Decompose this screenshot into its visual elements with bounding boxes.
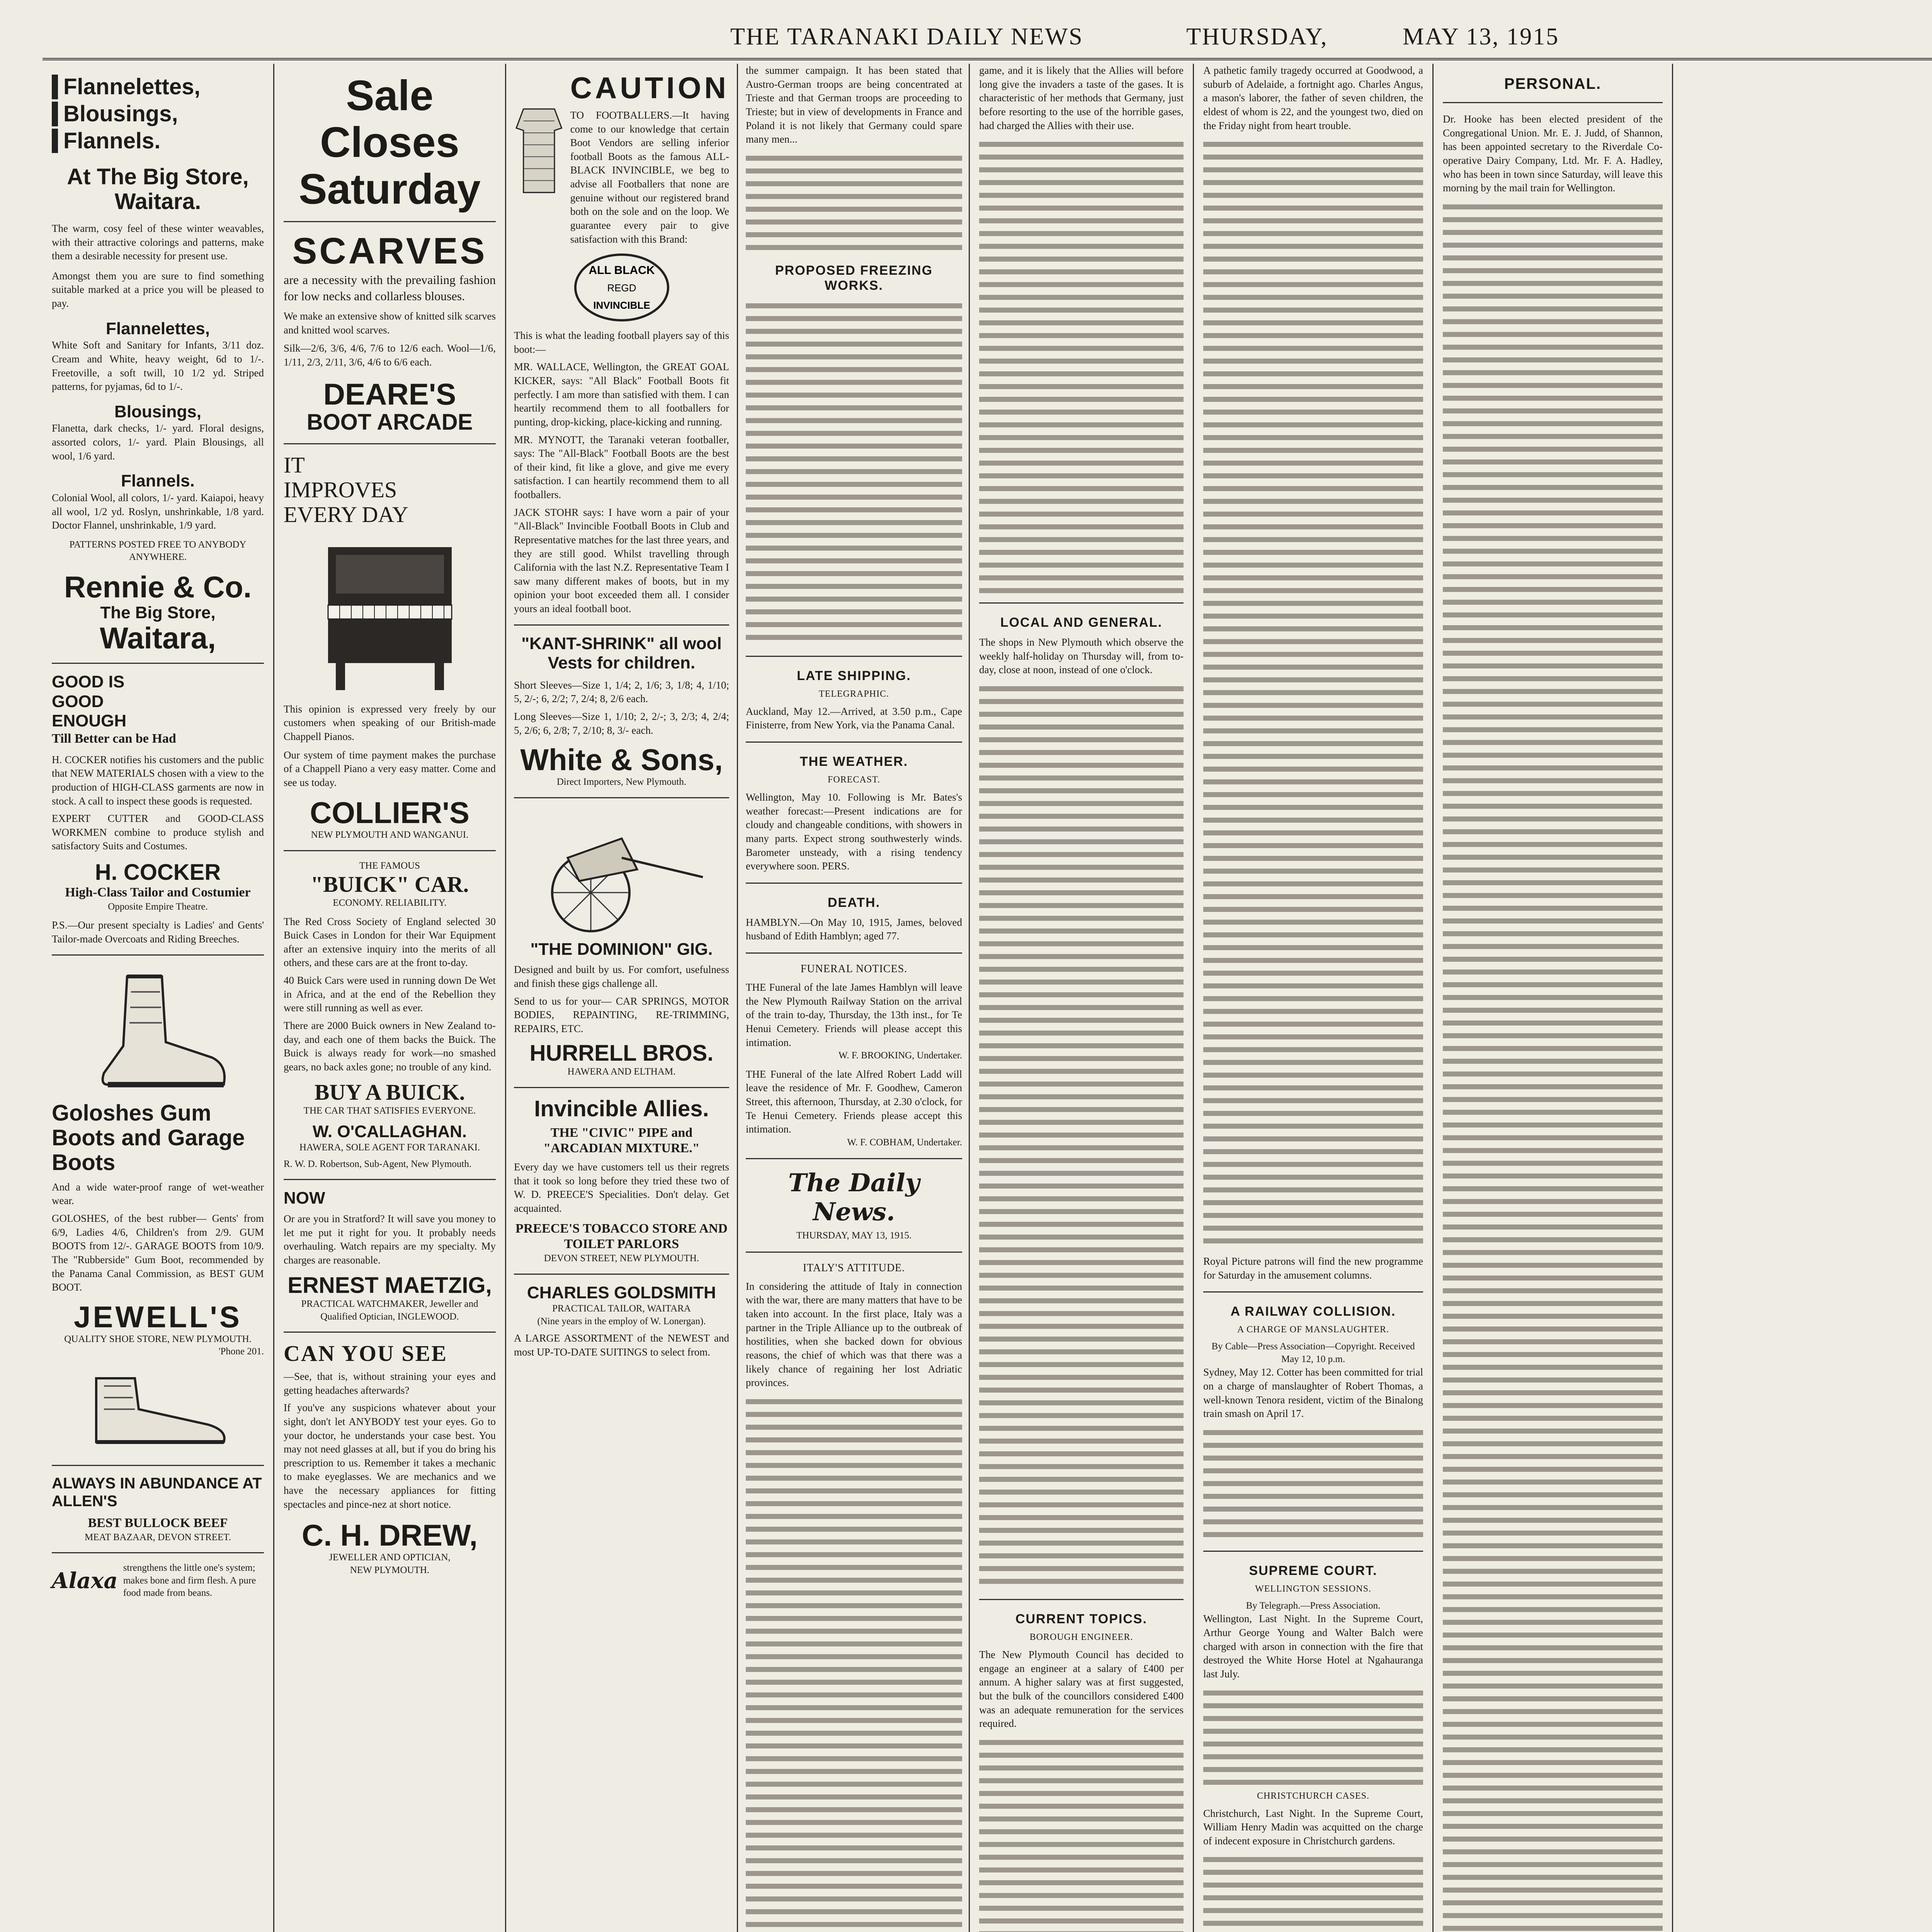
undertaker: W. F. COBHAM, Undertaker. [847, 1137, 962, 1148]
ad-text: This is what the leading football players say of this boot:— [514, 330, 729, 355]
buick-cta: BUY A BUICK. [314, 1080, 465, 1105]
ad-text: A LARGE ASSORTMENT of the NEWEST and most UP-TO-DATE SUITINGS to select from. [514, 1332, 729, 1358]
section-heading-shipping: LATE SHIPPING. [797, 668, 911, 683]
article-text: A pathetic family tragedy occurred at Goodwood, a suburb of Adelaide, a fortnight ago. Charles Angus, a mason's laborer, the father of seven children, the eldest of whom is 22, and the youngest two, died on the Friday night from heart trouble. [1203, 65, 1423, 131]
scarves-ad [284, 222, 496, 444]
goldsmith-ad [514, 1275, 729, 1368]
ad-heading: Blousings, [52, 102, 264, 126]
section-heading: Blousings, [114, 402, 201, 421]
boot-illustration-icon [85, 969, 231, 1096]
column-3 [506, 64, 970, 1932]
article-text: In considering the attitude of Italy in connection with the war, there are many matters that have to be taken into account. In the first place, Italy was a partner in the Triple Alliance up to the outbreak of hostilities, when she backed down for obvious reasons, the chief of which was that there was a likely chance of regaining her lost Adriatic provinces. [746, 1280, 962, 1389]
article-text: Wellington, May 10. Following is Mr. Bates's weather forecast:—Present indications are for cloudy and changeable conditions, with showers in many parts. Expect strong southwesterly winds. Barometer unsteady, with a rising tendency everywhere soon. PERS. [746, 791, 962, 872]
price-list: Long Sleeves—Size 1, 1/10; 2, 2/-; 3, 2/3; 4, 2/4; 5, 2/6; 6, 2/8; 7, 2/10; 8, 3/- each. [514, 711, 729, 736]
ad-subheading: BEST BULLOCK BEEF [88, 1515, 228, 1530]
ad-text: If you've any suspicions whatever about your sight, don't let ANYBODY test your eyes. Go to your doctor, he understands your case best. You may not need glasses at all, but if you do bring his prescription to us. Remember it takes a mechanic to make eyeglasses. We are mechanics and we have the necessary appliances for fitting spectacles and pince-nez at short notice. [284, 1402, 496, 1510]
article-text: Royal Picture patrons will find the new programme for Saturday in the amusement columns. [1203, 1255, 1423, 1281]
article-body [746, 1395, 962, 1932]
buick-heading: "BUICK" CAR. [310, 872, 469, 897]
ad-text: —See, that is, without straining your eyes and getting headaches afterwards? [284, 1371, 496, 1396]
ad-text: Designed and built by us. For comfort, usefulness and finish these gigs challenge all. [514, 964, 729, 989]
ad-text: We make an extensive show of knitted silk scarves and knitted wool scarves. [284, 310, 496, 336]
ad-subheading: Till Better can be Had [52, 731, 176, 746]
drew-town: NEW PLYMOUTH. [350, 1565, 430, 1575]
article-continuation [746, 151, 962, 252]
alaxa-logo: Alaxa [52, 1568, 118, 1594]
white-sub: Direct Importers, New Plymouth. [556, 777, 687, 787]
section-heading-local: LOCAL AND GENERAL. [1000, 615, 1163, 630]
rennie-sub: The Big Store, [100, 603, 216, 622]
ad-address: MEAT BAZAAR, DEVON STREET. [85, 1532, 231, 1543]
column-7-margin [1673, 64, 1932, 1932]
article-text: The New Plymouth Council has decided to engage an engineer at a salary of £400 per annum. A higher salary was at first suggested, but the bulk of the councillors considered £400 was an adequate remuneration for the services required. [979, 1649, 1184, 1730]
ad-subheading: (Nine years in the employ of W. Lonergan). [537, 1316, 706, 1327]
section-heading-funeral: FUNERAL NOTICES. [800, 963, 908, 975]
article-body [1443, 200, 1663, 1932]
column-3-right [738, 64, 970, 1932]
ad-text: EXPERT CUTTER and GOOD-CLASS WORKMEN combine to produce stylish and satisfactory Suits and Costumes. [52, 813, 264, 852]
store-name: At The Big Store, Waitara. [67, 164, 249, 214]
hurrell-ad [514, 798, 729, 1088]
ad-heading: CHARLES GOLDSMITH [527, 1283, 716, 1302]
gig-heading: "THE DOMINION" GIG. [530, 939, 713, 959]
ad-text: Every day we have customers tell us their regrets that it took so long before they tried these two of W. D. PREECE'S Specialities. Don't delay. Get acquainted. [514, 1161, 729, 1214]
drew-sub: JEWELLER AND OPTICIAN, [329, 1552, 451, 1563]
sub-agent: R. W. D. Robertson, Sub-Agent, New Plymouth. [284, 1158, 472, 1169]
buick-ad [284, 851, 496, 1180]
allens-ad [52, 1466, 264, 1553]
white-logo: White & Sons, [520, 743, 723, 777]
article-body [1203, 1686, 1423, 1786]
caution-heading: CAUTION [570, 71, 729, 105]
article-body [746, 299, 962, 646]
section-subheading: A CHARGE OF MANSLAUGHTER. [1237, 1325, 1389, 1335]
ad-heading: Flannelettes, [52, 75, 264, 99]
article-text: Auckland, May 12.—Arrived, at 3.50 p.m., Cape Finisterre, from New York, via the Panama Canal. [746, 705, 962, 731]
ad-heading: GOOD IS GOOD ENOUGH [52, 672, 127, 731]
hurrell-name: HURRELL BROS. [529, 1041, 714, 1066]
section-subheading: CHRISTCHURCH CASES. [1257, 1791, 1370, 1801]
hurrell-sub: HAWERA AND ELTHAM. [567, 1066, 676, 1077]
flannelettes-ad [52, 64, 264, 664]
article-text: the summer campaign. It has been stated that Austro-German troops are being concentrated at Trieste and that German troops are proceeding to Trieste; but in view of developments in France and Poland it is not likely that Germany could spare many men... [746, 65, 962, 145]
buick-sub: ECONOMY. RELIABILITY. [333, 898, 447, 908]
article-body [1203, 1852, 1423, 1932]
alaxa-ad [52, 1553, 264, 1608]
editorial-masthead: The Daily News. [788, 1168, 920, 1227]
article-text: THE Funeral of the late Alfred Robert Ladd will leave the residence of Mr. F. Goodhew, Cameron Street, this afternoon, Thursday, at 2.30 o'clock, for Te Henui Cemetery. Friends please accept this intimation. [746, 1068, 962, 1135]
brand-badge-icon [571, 251, 672, 324]
price-list: GOLOSHES, of the best rubber— Gents' from 6/9, Ladies 4/6, Children's from 2/9. GUM BOOTS from 12/-. GARAGE BOOTS from 10/9. The "Rubberside" Gum Boot, recommended by the Panama Canal Commission, as BEST GUM BOOT. [52, 1213, 264, 1293]
ad-text: The Red Cross Society of England selected 30 Buick Cases in London for their War Equipment after an extensive inquiry into the merits of all others, and these cars are at the front to-day. [284, 915, 496, 969]
ad-heading: "KANT-SHRINK" all wool Vests for children. [521, 634, 722, 673]
article-heading: PROPOSED FREEZING WORKS. [775, 263, 933, 293]
drew-ad [284, 1333, 496, 1585]
article-text: Wellington, Last Night. In the Supreme Court, Arthur George Young and Walter Balch were charged with arson in connection with the fire that destroyed the White Horse Hotel at Ngahauranga last July. [1203, 1613, 1423, 1680]
price-list: Colonial Wool, all colors, 1/- yard. Kaiapoi, heavy all wool, 1/2 yd. Roslyn, unshrinkable, 1/8 yard. Doctor Flannel, unshrinkable, 1/9 yard. [52, 492, 264, 531]
buick-cta-sub: THE CAR THAT SATISFIES EVERYONE. [303, 1105, 476, 1116]
jewell-sub: QUALITY SHOE STORE, NEW PLYMOUTH. [64, 1333, 252, 1344]
masthead-day: THURSDAY, [1186, 24, 1328, 50]
article-text: game, and it is likely that the Allies will before long give the invaders a taste of the gases. It is characteristic of her methods that Germany, just before resorting to the use of the horrible gases, had charged the Allies with their use. [979, 65, 1184, 131]
price-list: Short Sleeves—Size 1, 1/4; 2, 1/6; 3, 1/8; 4, 1/10; 5, 2/-; 6, 2/2; 7, 2/4; 8, 2/6 each. [514, 679, 729, 705]
caution-ad [514, 64, 729, 626]
preece-ad [514, 1088, 729, 1275]
section-heading-death: DEATH. [827, 895, 881, 910]
preece-name: PREECE'S TOBACCO STORE AND TOILET PARLORS [515, 1221, 728, 1252]
ad-heading: IT IMPROVES EVERY DAY [284, 452, 408, 527]
preece-sub: DEVON STREET, NEW PLYMOUTH. [544, 1253, 699, 1264]
column-4 [970, 64, 1194, 1932]
ad-heading: Invincible Allies. [534, 1096, 709, 1121]
ad-heading: Goloshes Gum Boots and Garage Boots [52, 1100, 245, 1175]
undertaker: W. F. BROOKING, Undertaker. [838, 1050, 962, 1061]
article-body [1203, 1425, 1423, 1541]
editorial-date: THURSDAY, MAY 13, 1915. [796, 1230, 912, 1241]
section-heading-personal: PERSONAL. [1504, 75, 1602, 92]
rennie-logo: Rennie & Co. [64, 570, 252, 604]
section-subheading: BOROUGH ENGINEER. [1029, 1632, 1133, 1642]
column-6 [1434, 64, 1673, 1932]
section-heading-weather: THE WEATHER. [799, 754, 908, 769]
brand-line: INVINCIBLE [593, 299, 650, 311]
sale-ad [284, 64, 496, 222]
cocker-name: H. COCKER [95, 860, 221, 885]
brand-line: ALL BLACK [588, 264, 655, 277]
dateline: By Telegraph.—Press Association. [1246, 1600, 1381, 1611]
sale-heading: Sale [346, 72, 434, 119]
maetzig-name: ERNEST MAETZIG, [287, 1273, 492, 1298]
section-heading: Flannels. [121, 471, 195, 491]
brand-line: REGD [607, 282, 636, 294]
maetzig-sub: PRACTICAL WATCHMAKER, Jeweller and Qualified Optician, INGLEWOOD. [301, 1299, 478, 1322]
shoe-illustration-icon [81, 1363, 235, 1452]
testimonial: MR. MYNOTT, the Taranaki veteran footballer, says: The "All-Black" Football Boots are the best of their kind, fit like a glove, and give me every satisfaction. I can heartily recommend them to all footballers. [514, 434, 729, 501]
section-subheading: TELEGRAPHIC. [819, 689, 889, 699]
ad-kicker: THE FAMOUS [359, 860, 420, 871]
section-heading-supreme-court: SUPREME COURT. [1249, 1563, 1378, 1578]
article-text: HAMBLYN.—On May 10, 1915, James, beloved husband of Edith Hamblyn; aged 77. [746, 916, 962, 942]
column-2 [274, 64, 506, 1932]
dateline: By Cable—Press Association—Copyright. Received May 12, 10 p.m. [1211, 1341, 1415, 1364]
section-heading-current-topics: CURRENT TOPICS. [1015, 1612, 1148, 1626]
ad-text: are a necessity with the prevailing fashion for low necks and collarless blouses. [284, 272, 496, 303]
price-list: Flanetta, dark checks, 1/- yard. Floral designs, assorted colors, 1/- yard. Plain Blousings, all wool, 1/6 yard. [52, 422, 264, 462]
ad-text: H. COCKER notifies his customers and the public that NEW MATERIALS chosen with a view to the production of HIGH-CLASS garments are now in stock. A call to inspect these goods is requested. [52, 753, 264, 807]
gig-carriage-illustration-icon [533, 811, 711, 935]
ad-text: strengthens the little one's system; makes bone and firm flesh. A pure food made from beans. [123, 1563, 256, 1599]
white-sons-ad [514, 626, 729, 798]
section-heading: Flannelettes, [106, 319, 210, 338]
collier-logo: COLLIER'S [310, 796, 469, 830]
ad-heading: NOW [284, 1189, 325, 1208]
article-text: The shops in New Plymouth which observe the weekly half-holiday on Thursday will, from to-day, close at noon, instead of one o'clock. [979, 636, 1184, 676]
editorial-heading: ITALY'S ATTITUDE. [803, 1262, 905, 1274]
maetzig-ad [284, 1180, 496, 1333]
article-body [979, 682, 1184, 1590]
deare-logo: DEARE'S [323, 377, 456, 411]
ad-text: There are 2000 Buick owners in New Zealand to-day, and each one of them backs the Buick. The Buick is always ready for work—no smashed gears, no back axles gone; no trouble of any kind. [284, 1019, 496, 1073]
article-text: Sydney, May 12. Cotter has been committed for trial on a charge of manslaughter of Robert Thomas, a well-known Tenora resident, victim of the Binalong train smash on April 17. [1203, 1366, 1423, 1420]
ad-subheading: THE "CIVIC" PIPE and "ARCADIAN MIXTURE." [543, 1125, 700, 1156]
article-body [979, 137, 1184, 593]
jewell-logo: JEWELL'S [74, 1299, 242, 1334]
article-text: Dr. Hooke has been elected president of the Congregational Union. Mr. E. J. Judd, of Shannon, has been appointed secretary to the Riverdale Co-operative Dairy Company, Ltd. Mr. F. A. Hadley, who has been in town since Saturday, will leave this morning by the mail train for Wellington. [1443, 113, 1663, 194]
agent-name: W. O'CALLAGHAN. [312, 1122, 467, 1141]
section-subheading: FORECAST. [828, 775, 880, 785]
agent-sub: HAWERA, SOLE AGENT FOR TARANAKI. [299, 1142, 480, 1153]
ad-heading: Flannels. [52, 129, 264, 153]
cocker-ad [52, 664, 264, 956]
jewell-phone: 'Phone 201. [218, 1346, 264, 1357]
ad-text: The warm, cosy feel of these winter weavables, with their attractive colorings and patterns, make them a desirable necessity for present use. [52, 222, 264, 262]
collier-sub: NEW PLYMOUTH AND WANGANUI. [311, 830, 469, 840]
deare-sub: BOOT ARCADE [306, 410, 473, 435]
masthead [43, 15, 1932, 60]
ad-text: P.S.—Our present specialty is Ladies' and Gents' Tailor-made Overcoats and Riding Breeches. [52, 919, 264, 945]
newspaper-title: THE TARANAKI DAILY NEWS [730, 24, 1083, 50]
section-heading-railway: A RAILWAY COLLISION. [1230, 1304, 1396, 1319]
ad-text: Amongst them you are sure to find something suitable marked at a price you will be pleased to pay. [52, 270, 264, 310]
cocker-sub: High-Class Tailor and Costumier [65, 885, 251, 900]
drew-name: C. H. DREW, [301, 1518, 478, 1553]
jersey-illustration-icon [514, 72, 564, 227]
testimonial: MR. WALLACE, Wellington, the GREAT GOAL KICKER, says: "All Black" Football Boots fit perfectly. I am more than satisfied with them. I can heartily recommend them to all footballers for punting, drop-kicking, place-kicking and running. [514, 361, 729, 428]
section-subheading: WELLINGTON SESSIONS. [1255, 1583, 1371, 1594]
ad-subheading: PRACTICAL TAILOR, WAITARA [552, 1303, 691, 1314]
ad-text: Our system of time payment makes the purchase of a Chappell Piano a very easy matter. Come and see us today. [284, 749, 496, 788]
article-text: THE Funeral of the late James Hamblyn will leave the New Plymouth Railway Station on the arrival of the train to-day, Thursday, the 13th inst., for Te Henui Cemetery. Friends will please accept this intimation. [746, 981, 962, 1048]
price-list: Silk—2/6, 3/6, 4/6, 7/6 to 12/6 each. Wool—1/6, 1/11, 2/3, 2/11, 3/6, 4/6 to 6/6 each. [284, 342, 496, 368]
article-text: Christchurch, Last Night. In the Supreme Court, William Henry Madin was acquitted on the charge of indecent exposure in Christchurch gardens. [1203, 1807, 1423, 1847]
column-5 [1194, 64, 1434, 1932]
masthead-date: MAY 13, 1915 [1403, 24, 1560, 50]
price-list: White Soft and Sanitary for Infants, 3/11 doz. Cream and White, heavy weight, 6d to 1/-. Freetoville, a soft twill, 10 1/2 yd. Striped patterns, for pyjamas, 6d to 1/-. [52, 339, 264, 393]
ad-text: And a wide water-proof range of wet-weather wear. [52, 1181, 264, 1207]
testimonial: JACK STOHR says: I have worn a pair of your "All-Black" Invincible Football Boots in Club and Representative matches for the last three years, and they are still good. Whilst travelling through California with the last N.Z. Representative Team I saw many different makes of boots, but in my opinion your boot exceeded them all. I consider yours an ideal football boot. [514, 506, 729, 615]
column-3-left [506, 64, 738, 1932]
column-1 [43, 64, 274, 1932]
ad-text: TO FOOTBALLERS.—It having come to our knowledge that certain Boot Vendors are selling inferior football Boots as the famous ALL-BLACK INVINCIBLE, we beg to advise all Footballers that none are genuine without our registered brand both on the sole and on the loop. We guarantee every pair to give satisfaction with this Brand: [570, 109, 729, 245]
article-body [1203, 137, 1423, 1250]
ad-heading: ALWAYS IN ABUNDANCE AT ALLEN'S [52, 1475, 262, 1510]
ad-heading: CAN YOU SEE [284, 1341, 448, 1366]
ad-text: Send to us for your— CAR SPRINGS, MOTOR BODIES, REPAINTING, RE-TRIMMING, REPAIRS, ETC. [514, 995, 729, 1034]
cocker-address: Opposite Empire Theatre. [108, 901, 208, 912]
sale-heading: Closes [320, 119, 459, 166]
piano-illustration-icon [313, 532, 467, 698]
sale-heading: Saturday [299, 165, 481, 213]
ad-text: 40 Buick Cars were used in running down De Wet in Africa, and at the end of the Rebellion they were still running as well as ever. [284, 975, 496, 1014]
article-body [979, 1735, 1184, 1932]
collier-ad [284, 444, 496, 851]
ad-text: This opinion is expressed very freely by our customers when speaking of our British-made Chappell Pianos. [284, 703, 496, 742]
scarves-heading: SCARVES [292, 230, 487, 272]
rennie-town: Waitara, [100, 621, 216, 655]
patterns-note: PATTERNS POSTED FREE TO ANYBODY ANYWHERE. [69, 539, 247, 563]
ad-text: Or are you in Stratford? It will save you money to let me put it right for you. It probably needs overhauling. Watch repairs are my specialty. My charges are reasonable. [284, 1213, 496, 1266]
goloshes-ad [52, 956, 264, 1466]
